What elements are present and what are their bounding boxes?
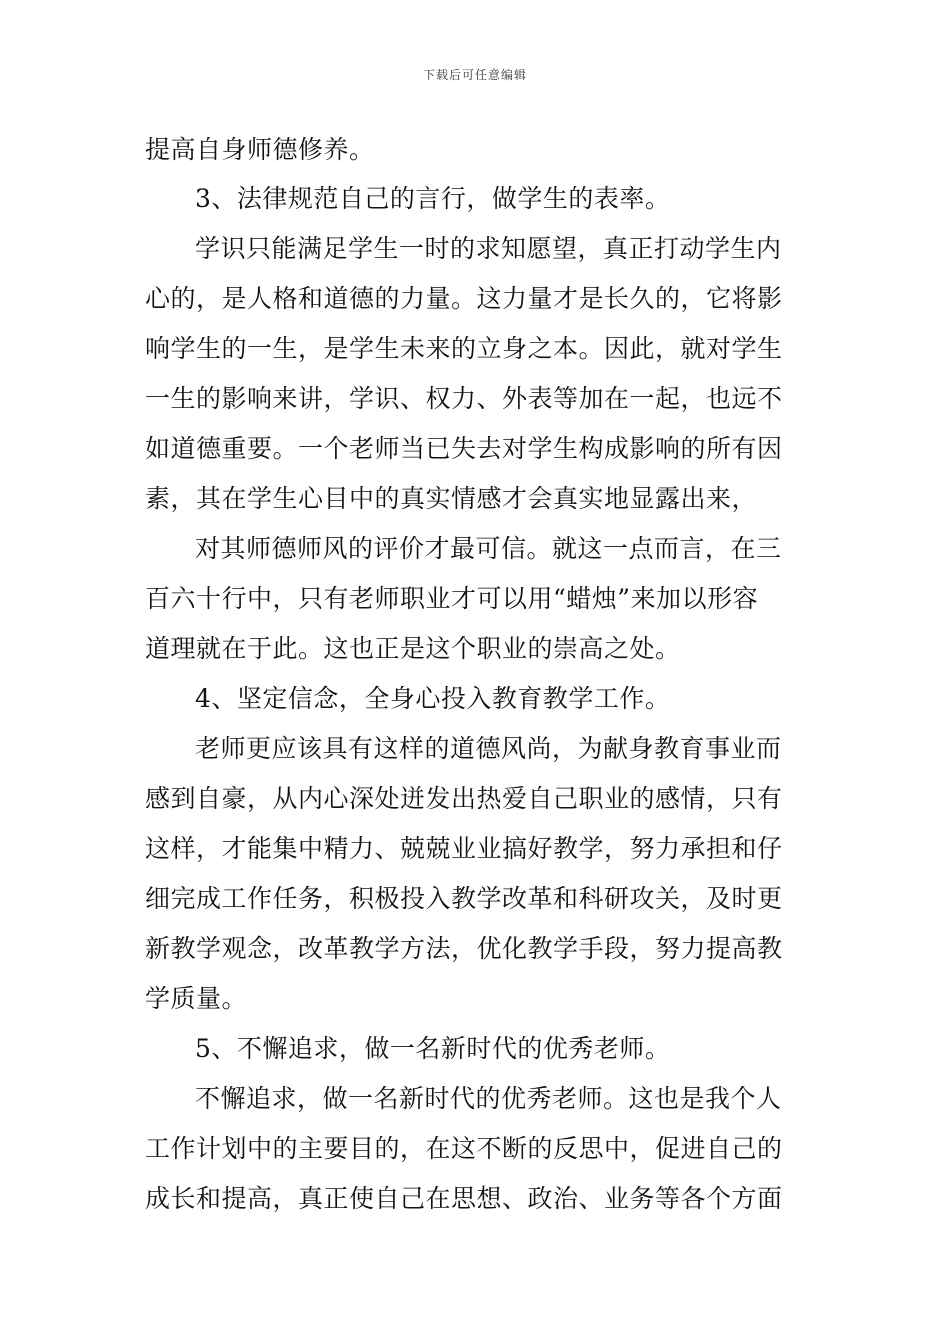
text-line: 不懈追求，做一名新时代的优秀老师。这也是我个人 bbox=[195, 1084, 782, 1113]
text-line: 素，其在学生心目中的真实情感才会真实地显露出来， bbox=[145, 484, 758, 513]
text-line: 如道德重要。一个老师当已失去对学生构成影响的所有因 bbox=[145, 434, 783, 463]
text-line: 学质量。 bbox=[145, 984, 248, 1013]
text-line: 对其师德师风的评价才最可信。就这一点而言，在三 bbox=[195, 534, 782, 563]
text-line: 道理就在于此。这也正是这个职业的崇高之处。 bbox=[145, 634, 681, 663]
text-line: 感到自豪，从内心深处迸发出热爱自己职业的感情，只有 bbox=[145, 784, 783, 813]
text-line: 提高自身师德修养。 bbox=[145, 135, 375, 164]
text-line: 这样，才能集中精力、兢兢业业搞好教学，努力承担和仔 bbox=[145, 834, 783, 863]
section-heading-5: 5、不懈追求，做一名新时代的优秀老师。 bbox=[195, 1034, 671, 1063]
text-line: 学识只能满足学生一时的求知愿望，真正打动学生内 bbox=[195, 234, 782, 263]
text-line: 新教学观念，改革教学方法，优化教学手段，努力提高教 bbox=[145, 934, 783, 963]
text-line: 细完成工作任务，积极投入教学改革和科研攻关，及时更 bbox=[145, 884, 783, 913]
text-line: 成长和提高，真正使自己在思想、政治、业务等各个方面 bbox=[145, 1184, 783, 1213]
page-header: 下载后可任意编辑 bbox=[422, 68, 527, 82]
text-line: 一生的影响来讲，学识、权力、外表等加在一起，也远不 bbox=[145, 384, 783, 413]
text-line: 工作计划中的主要目的，在这不断的反思中，促进自己的 bbox=[145, 1134, 783, 1163]
section-heading-4: 4、坚定信念，全身心投入教育教学工作。 bbox=[195, 684, 671, 713]
text-line: 百六十行中，只有老师职业才可以用“蜡烛”来加以形容 bbox=[145, 584, 759, 613]
text-line: 响学生的一生，是学生未来的立身之本。因此，就对学生 bbox=[145, 334, 783, 363]
section-heading-3: 3、法律规范自己的言行，做学生的表率。 bbox=[195, 184, 671, 213]
text-line: 心的，是人格和道德的力量。这力量才是长久的，它将影 bbox=[145, 284, 783, 313]
text-line: 老师更应该具有这样的道德风尚，为献身教育事业而 bbox=[195, 734, 782, 763]
